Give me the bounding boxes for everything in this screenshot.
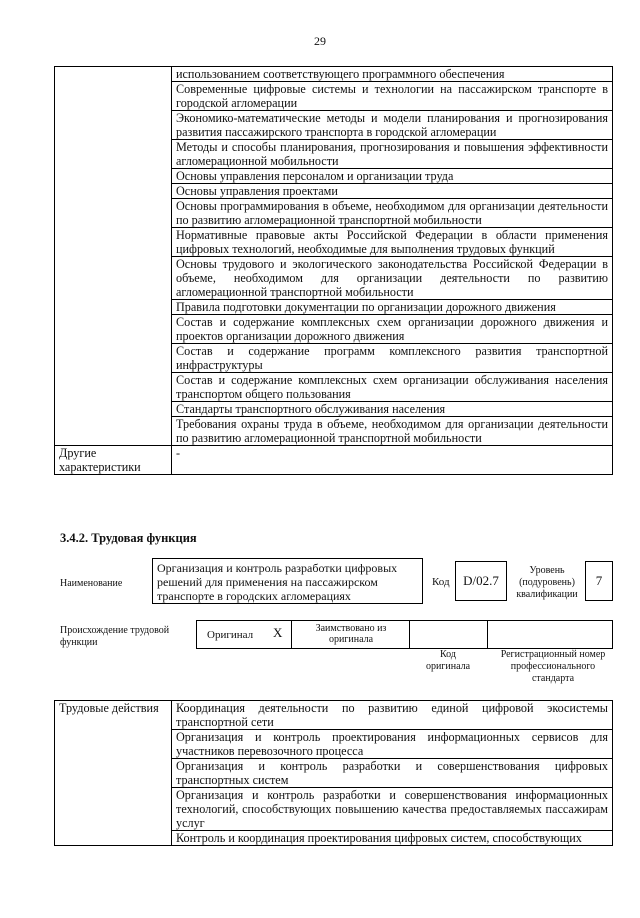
knowledge-item: Основы программирования в объеме, необходимом для организации деятельности по развитию агломерационной транспортной мобильности bbox=[172, 199, 613, 228]
table-row bbox=[55, 67, 613, 82]
knowledge-item: Требования охраны труда в объеме, необходимом для организации деятельности по развитию агломерационной транспортной мобильности bbox=[172, 417, 613, 446]
knowledge-item: использованием соответствующего программного обеспечения bbox=[172, 67, 613, 82]
labor-action-item: Организация и контроль разработки и совершенствования информационных технологий, способствующих повышению качества предоставляемых пассажирам услуг bbox=[172, 788, 613, 831]
page-number: 29 bbox=[314, 34, 326, 48]
knowledge-item: Состав и содержание комплексных схем организации дорожного движения и проектов организации дорожного движения bbox=[172, 315, 613, 344]
level-label: Уровень (подуровень) квалификации bbox=[516, 565, 578, 600]
row-label-cell bbox=[55, 67, 172, 446]
original-label: Оригинал bbox=[207, 629, 254, 641]
labor-action-item: Координация деятельности по развитию единой цифровой экосистемы транспортной сети bbox=[172, 701, 613, 730]
reg-number-label: Регистрационный номер профессионального стандарта bbox=[500, 649, 606, 684]
function-name-value: Организация и контроль разработки цифровых решений для применения на пассажирском транспорте в городских агломерациях bbox=[157, 561, 398, 603]
knowledge-item: Методы и способы планирования, прогнозирования и повышения эффективности агломерационной мобильности bbox=[172, 140, 613, 169]
borrowed-label: Заимствовано из оригинала bbox=[315, 623, 387, 645]
name-label: Наименование bbox=[60, 578, 123, 589]
labor-action-item: Организация и контроль разработки и совершенствования цифровых транспортных систем bbox=[172, 759, 613, 788]
function-name-box bbox=[152, 558, 423, 604]
labor-action-item: Организация и контроль проектирования информационных сервисов для участников перевозочного процесса bbox=[172, 730, 613, 759]
labor-actions-table bbox=[54, 700, 613, 846]
knowledge-item: Нормативные правовые акты Российской Федерации в области применения цифровых технологий, необходимые для выполнения трудовых функций bbox=[172, 228, 613, 257]
code-value: D/02.7 bbox=[455, 561, 507, 601]
level-value: 7 bbox=[585, 561, 613, 601]
code-label: Код bbox=[432, 576, 450, 588]
table-row bbox=[55, 701, 613, 730]
knowledge-item: Стандарты транспортного обслуживания населения bbox=[172, 402, 613, 417]
section-title: 3.4.2. Трудовая функция bbox=[60, 531, 197, 545]
original-mark: X bbox=[273, 625, 283, 640]
knowledge-item: Основы управления персоналом и организации труда bbox=[172, 169, 613, 184]
knowledge-table bbox=[54, 66, 613, 475]
knowledge-item: Состав и содержание программ комплексного развития транспортной инфраструктуры bbox=[172, 344, 613, 373]
origin-table bbox=[196, 620, 613, 649]
knowledge-item: Современные цифровые системы и технологии на пассажирском транспорте в городской агломерации bbox=[172, 82, 613, 111]
knowledge-item: Состав и содержание комплексных схем организации обслуживания населения транспортом общего пользования bbox=[172, 373, 613, 402]
origin-label: Происхождение трудовой функции bbox=[60, 625, 170, 648]
origin-code-label: Код оригинала bbox=[425, 649, 471, 672]
knowledge-item: Основы трудового и экологического законодательства Российской Федерации в объеме, необходимом для организации деятельности по развитию агломерационной транспортной мобильности bbox=[172, 257, 613, 300]
labor-action-item: Контроль и координация проектирования цифровых систем, способствующих bbox=[172, 831, 613, 846]
other-characteristics-label: Другие характеристики bbox=[55, 446, 172, 475]
knowledge-item: Экономико-математические методы и модели планирования и прогнозирования развития пассажирского транспорта в городской агломерации bbox=[172, 111, 613, 140]
other-characteristics-value: - bbox=[172, 446, 613, 475]
knowledge-item: Правила подготовки документации по организации дорожного движения bbox=[172, 300, 613, 315]
table-row bbox=[55, 446, 613, 475]
knowledge-item: Основы управления проектами bbox=[172, 184, 613, 199]
labor-actions-label: Трудовые действия bbox=[55, 701, 172, 846]
